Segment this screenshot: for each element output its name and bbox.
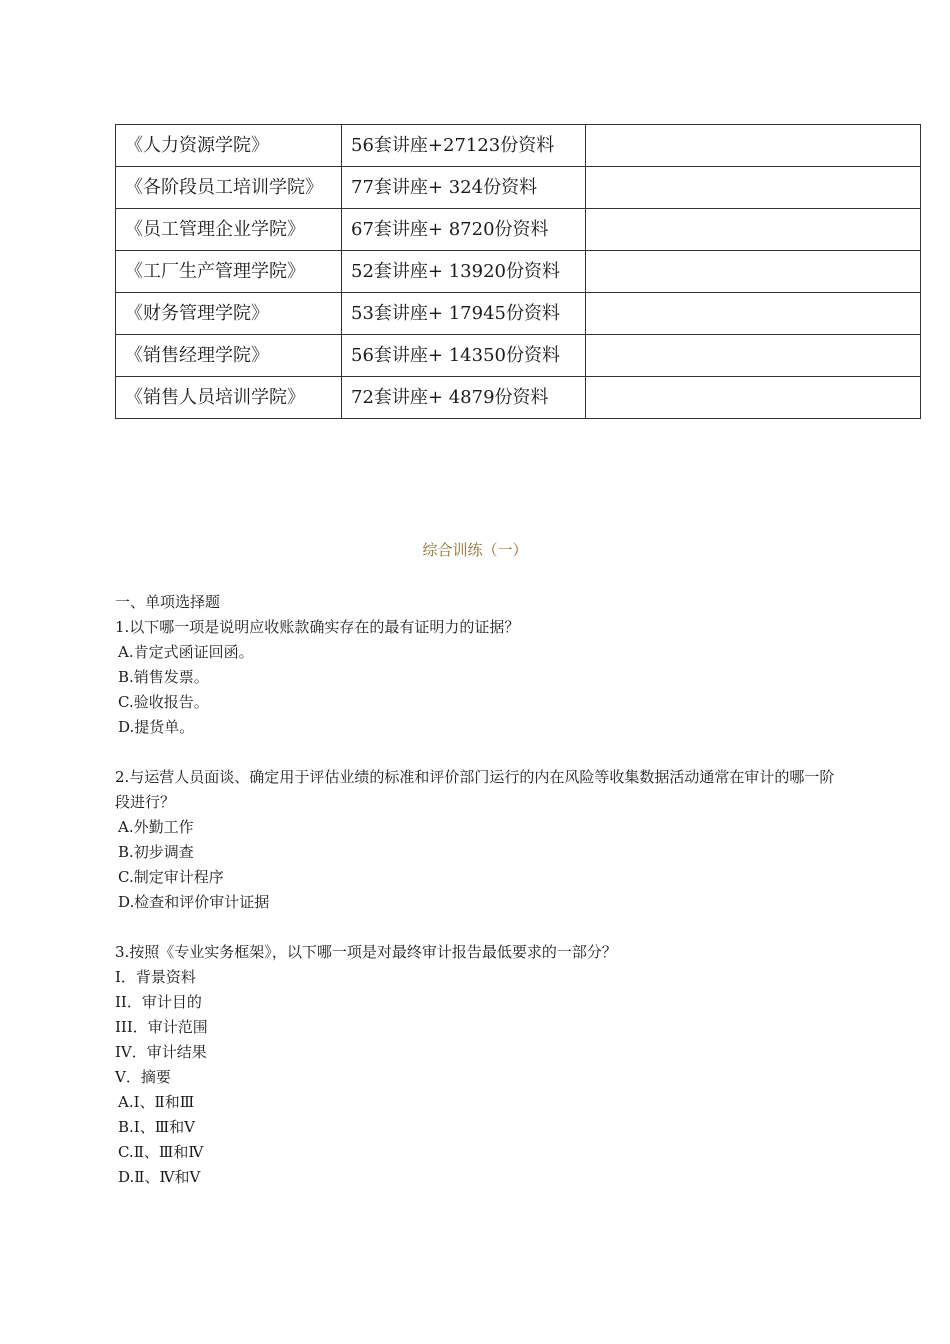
answer-option: D.Ⅱ、Ⅳ和Ⅴ: [118, 1168, 201, 1186]
answer-option: B.初步调查: [118, 843, 194, 861]
course-name: 《销售人员培训学院》: [116, 377, 342, 419]
question-stem: 1.以下哪一项是说明应收账款确实存在的最有证明力的证据？: [115, 618, 520, 636]
question-item: IV．审计结果: [115, 1043, 207, 1061]
answer-option: D.提货单。: [118, 718, 195, 736]
course-note: [586, 377, 921, 419]
answer-option: C.验收报告。: [118, 693, 209, 711]
course-note: [586, 167, 921, 209]
course-note: [586, 209, 921, 251]
course-name: 《各阶段员工培训学院》: [116, 167, 342, 209]
question-stem: 2.与运营人员面谈、确定用于评估业绩的标准和评价部门运行的内在风险等收集数据活动通常在审计的哪一阶段进行？: [115, 768, 835, 811]
section-title: 综合训练（一）: [422, 541, 528, 559]
answer-option: A.肯定式函证回函。: [118, 643, 254, 661]
question-stem: 3.按照《专业实务框架》，以下哪一项是对最终审计报告最低要求的一部分？: [115, 943, 617, 961]
answer-option: B.I、Ⅲ和Ⅴ: [118, 1118, 196, 1136]
course-name: 《工厂生产管理学院》: [116, 251, 342, 293]
course-name: 《人力资源学院》: [116, 125, 342, 167]
question-item: II．审计目的: [115, 993, 202, 1011]
part-heading: 一、单项选择题: [115, 593, 221, 611]
course-content: 72套讲座+ 4879份资料: [342, 377, 586, 419]
table-row: [116, 377, 921, 419]
course-note: [586, 125, 921, 167]
table-row: [116, 251, 921, 293]
answer-option: D.检查和评价审计证据: [118, 893, 270, 911]
answer-option: C.Ⅱ、Ⅲ和Ⅳ: [118, 1143, 204, 1161]
course-name: 《员工管理企业学院》: [116, 209, 342, 251]
answer-option: C.制定审计程序: [118, 868, 224, 886]
table-row: [116, 335, 921, 377]
question-item: V．摘要: [115, 1068, 171, 1086]
course-content: 52套讲座+ 13920份资料: [342, 251, 586, 293]
table-row: [116, 125, 921, 167]
table-row: [116, 167, 921, 209]
course-note: [586, 293, 921, 335]
question-item: III．审计范围: [115, 1018, 208, 1036]
course-content: 56套讲座+ 14350份资料: [342, 335, 586, 377]
course-content: 77套讲座+ 324份资料: [342, 167, 586, 209]
answer-option: A.外勤工作: [118, 818, 194, 836]
course-name: 《销售经理学院》: [116, 335, 342, 377]
course-note: [586, 251, 921, 293]
question-section: [115, 590, 845, 1190]
course-content: 56套讲座+27123份资料: [342, 125, 586, 167]
answer-option: A.I、Ⅱ和Ⅲ: [118, 1093, 195, 1111]
course-content: 53套讲座+ 17945份资料: [342, 293, 586, 335]
course-note: [586, 335, 921, 377]
table-row: [116, 293, 921, 335]
course-content: 67套讲座+ 8720份资料: [342, 209, 586, 251]
table-row: [116, 209, 921, 251]
course-name: 《财务管理学院》: [116, 293, 342, 335]
question-item: I．背景资料: [115, 968, 196, 986]
course-table: [115, 124, 921, 419]
answer-option: B.销售发票。: [118, 668, 209, 686]
